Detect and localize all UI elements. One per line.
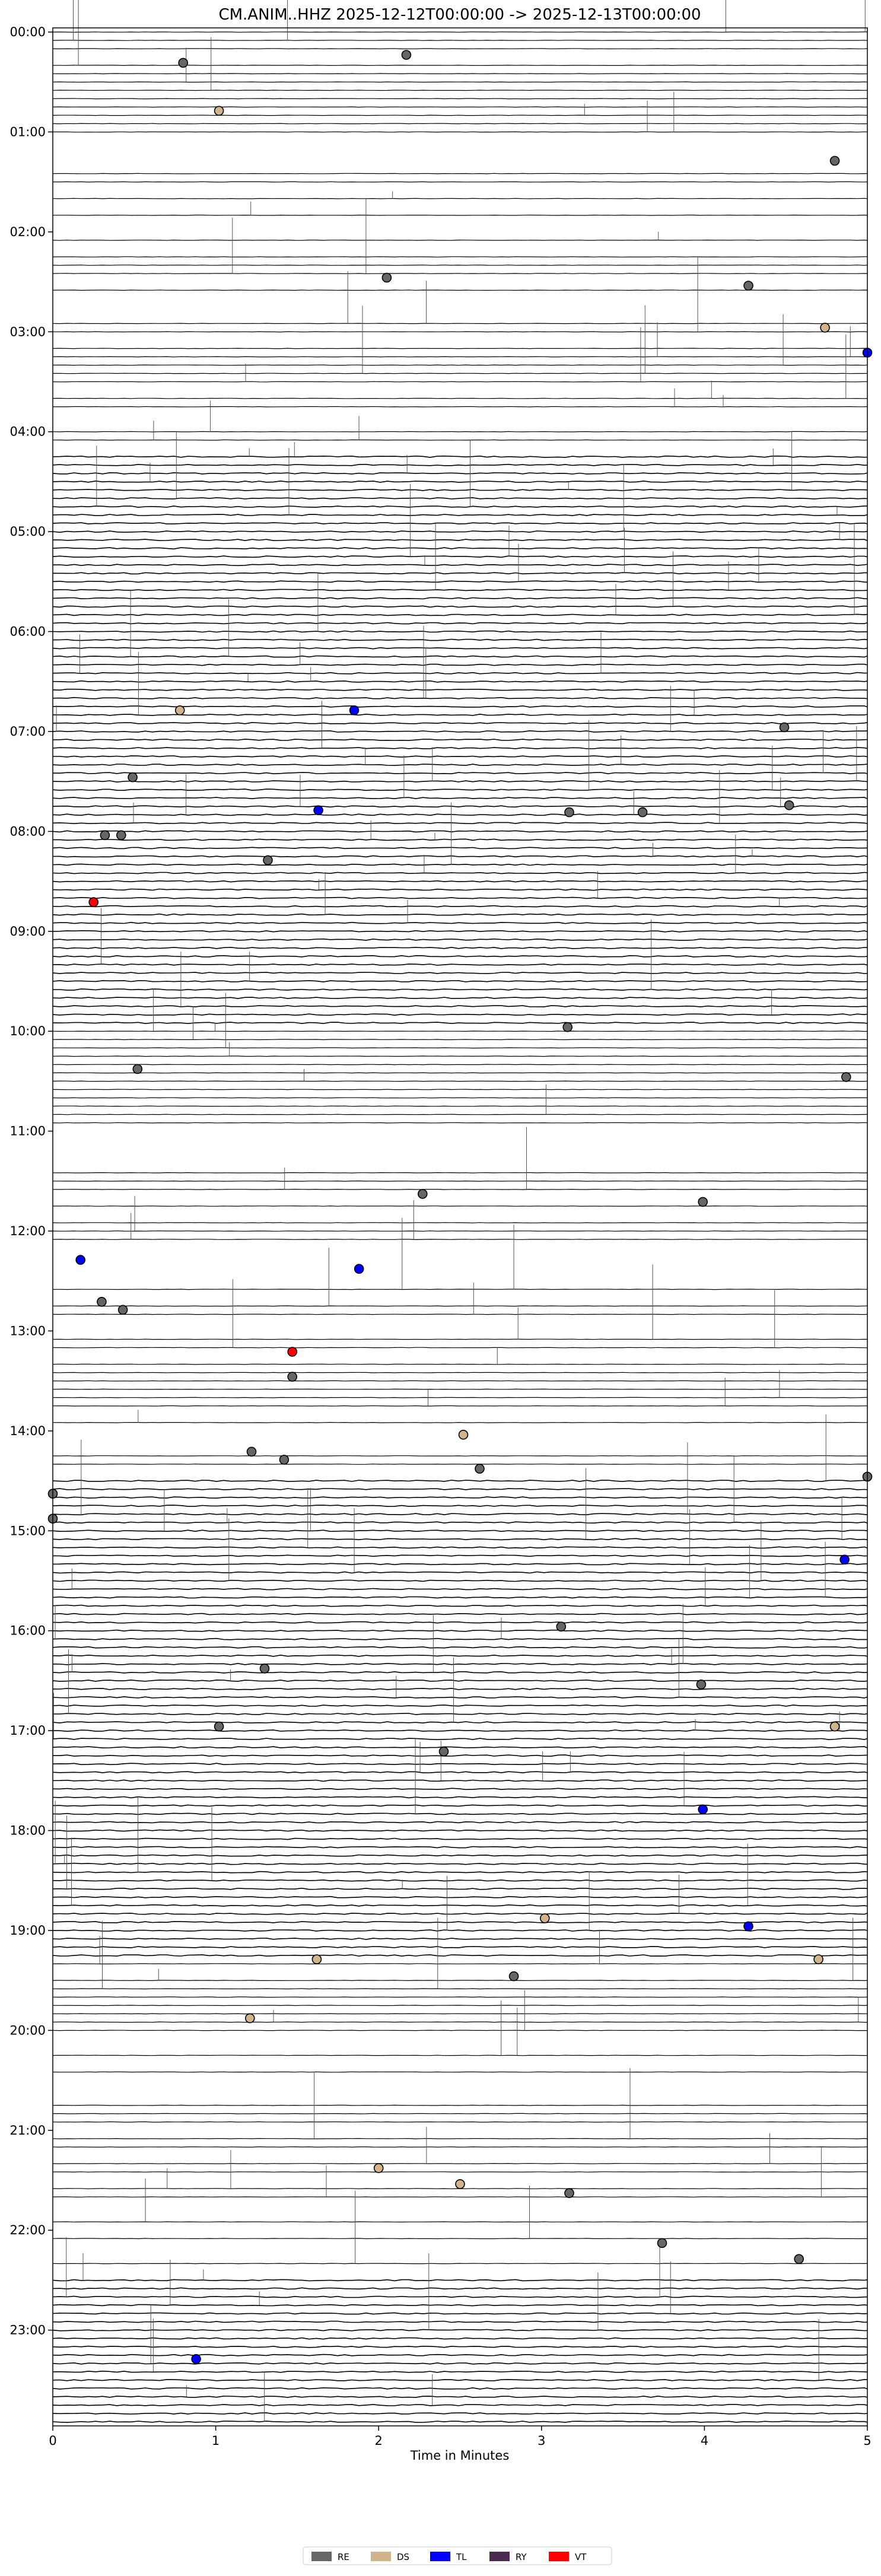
y-tick-label: 14:00 — [9, 1423, 46, 1438]
event-marker-re — [288, 1372, 297, 1381]
legend-swatch-ry — [489, 2552, 510, 2561]
trace-row — [53, 1314, 867, 1315]
y-tick-label: 08:00 — [9, 824, 46, 839]
y-tick-label: 19:00 — [9, 1923, 46, 1938]
x-tick-label: 2 — [374, 2434, 383, 2448]
y-tick-label: 01:00 — [9, 125, 46, 139]
y-tick-label: 03:00 — [9, 325, 46, 339]
x-tick-label: 3 — [537, 2434, 546, 2448]
trace-row — [53, 1347, 867, 1348]
y-tick-label: 13:00 — [9, 1324, 46, 1338]
trace-row — [53, 198, 867, 199]
event-marker-re — [263, 856, 272, 864]
legend-swatch-ds — [371, 2552, 391, 2561]
y-tick-label: 21:00 — [9, 2123, 46, 2138]
trace-row — [53, 2172, 867, 2173]
trace-row — [53, 2113, 867, 2114]
event-marker-re — [418, 1190, 427, 1198]
y-tick-label: 06:00 — [9, 624, 46, 639]
event-marker-re — [117, 831, 126, 839]
event-marker-re — [133, 1064, 142, 1073]
event-marker-ds — [831, 1722, 839, 1731]
trace-row — [53, 406, 867, 407]
event-marker-re — [556, 1622, 565, 1631]
trace-row — [53, 1289, 867, 1290]
event-marker-tl — [355, 1264, 364, 1273]
event-marker-ds — [456, 2180, 465, 2189]
trace-row — [53, 1031, 867, 1032]
event-marker-ds — [820, 323, 829, 332]
y-tick-label: 12:00 — [9, 1224, 46, 1238]
event-marker-tl — [76, 1255, 85, 1264]
event-marker-re — [638, 808, 647, 817]
legend — [303, 2547, 612, 2565]
trace-row — [53, 381, 867, 382]
event-marker-ds — [540, 1914, 549, 1923]
trace-row — [53, 273, 867, 274]
trace-row — [53, 2238, 867, 2239]
event-marker-ds — [246, 2014, 255, 2022]
event-marker-tl — [744, 1922, 753, 1931]
event-marker-tl — [314, 806, 323, 815]
event-marker-ds — [312, 1955, 321, 1964]
event-marker-re — [128, 773, 137, 782]
trace-row — [53, 1114, 867, 1115]
y-tick-label: 20:00 — [9, 2023, 46, 2038]
legend-swatch-re — [311, 2552, 332, 2561]
event-marker-re — [563, 1023, 572, 1032]
chart-title: CM.ANIM..HHZ 2025-12-12T00:00:00 -> 2025-12-13T00:00:00 — [218, 6, 701, 24]
trace-row — [53, 123, 867, 124]
event-marker-ds — [814, 1955, 823, 1964]
trace-row — [53, 1997, 867, 1998]
event-marker-re — [744, 281, 753, 290]
event-marker-re — [215, 1722, 224, 1731]
event-marker-re — [785, 801, 794, 810]
event-marker-re — [119, 1305, 128, 1314]
trace-row — [53, 2105, 867, 2106]
legend-label-re: RE — [338, 2552, 349, 2562]
trace-row — [53, 1980, 867, 1981]
y-tick-label: 09:00 — [9, 924, 46, 939]
y-tick-label: 04:00 — [9, 424, 46, 439]
legend-swatch-vt — [549, 2552, 569, 2561]
legend-label-ds: DS — [397, 2552, 410, 2562]
trace-row — [53, 40, 867, 41]
event-marker-tl — [350, 706, 359, 715]
trace-row — [53, 173, 867, 174]
trace-row — [53, 1064, 867, 1065]
event-marker-ds — [176, 706, 185, 715]
x-tick-label: 4 — [700, 2434, 709, 2448]
trace-row — [53, 1081, 867, 1082]
trace-row — [53, 290, 867, 291]
legend-label-ry: RY — [516, 2552, 527, 2562]
event-marker-tl — [698, 1805, 707, 1814]
event-marker-re — [780, 723, 789, 732]
trace-row — [53, 1397, 867, 1398]
y-tick-label: 15:00 — [9, 1524, 46, 1538]
trace-row — [53, 348, 867, 349]
event-marker-re — [842, 1073, 851, 1082]
trace-row — [53, 90, 867, 91]
legend-label-vt: VT — [575, 2552, 587, 2562]
event-marker-vt — [89, 898, 98, 907]
x-tick-label: 5 — [863, 2434, 872, 2448]
event-marker-tl — [192, 2355, 201, 2364]
legend-label-tl: TL — [456, 2552, 467, 2562]
y-tick-label: 07:00 — [9, 724, 46, 739]
event-marker-ds — [374, 2164, 383, 2173]
trace-row — [53, 115, 867, 116]
trace-row — [53, 65, 867, 66]
event-marker-ds — [459, 1430, 468, 1439]
x-axis-label: Time in Minutes — [410, 2448, 510, 2463]
trace-row — [53, 373, 867, 374]
event-marker-re — [510, 1972, 519, 1981]
y-tick-label: 17:00 — [9, 1723, 46, 1738]
x-tick-label: 1 — [211, 2434, 220, 2448]
event-marker-re — [696, 1680, 705, 1689]
event-marker-re — [565, 2189, 574, 2197]
y-tick-label: 02:00 — [9, 224, 46, 239]
event-marker-re — [100, 831, 109, 839]
trace-row — [53, 1364, 867, 1365]
event-marker-re — [565, 808, 574, 817]
trace-row — [53, 1181, 867, 1182]
trace-row — [53, 1239, 867, 1240]
trace-row — [53, 2263, 867, 2264]
event-marker-re — [260, 1664, 269, 1673]
trace-row — [53, 240, 867, 241]
event-marker-re — [475, 1464, 484, 1473]
trace-row — [53, 1089, 867, 1090]
event-marker-re — [382, 273, 391, 282]
event-marker-vt — [288, 1347, 297, 1356]
event-marker-re — [794, 2254, 803, 2263]
event-marker-re — [97, 1297, 106, 1306]
event-marker-tl — [840, 1555, 849, 1564]
trace-row — [53, 98, 867, 99]
event-marker-re — [831, 157, 839, 166]
trace-row — [53, 215, 867, 216]
event-marker-re — [440, 1747, 449, 1756]
y-tick-label: 23:00 — [9, 2323, 46, 2338]
trace-row — [53, 1231, 867, 1232]
trace-row — [53, 2005, 867, 2006]
y-tick-label: 18:00 — [9, 1823, 46, 1838]
trace-row — [53, 32, 867, 33]
trace-row — [53, 1339, 867, 1340]
trace-row — [53, 1206, 867, 1207]
trace-row — [53, 2147, 867, 2148]
event-marker-ds — [215, 106, 224, 115]
trace-row — [53, 431, 867, 432]
trace-row — [53, 1039, 867, 1040]
y-tick-label: 22:00 — [9, 2223, 46, 2238]
trace-row — [53, 323, 867, 324]
y-tick-label: 11:00 — [9, 1124, 46, 1138]
y-tick-label: 00:00 — [9, 25, 46, 39]
event-marker-re — [698, 1197, 707, 1206]
trace-row — [53, 398, 867, 399]
event-marker-re — [279, 1455, 288, 1464]
event-marker-re — [658, 2238, 667, 2247]
trace-row — [53, 1372, 867, 1373]
x-tick-label: 0 — [49, 2434, 57, 2448]
trace-row — [53, 1056, 867, 1057]
trace-row — [53, 2030, 867, 2031]
trace-row — [53, 1464, 867, 1465]
legend-swatch-tl — [430, 2552, 450, 2561]
event-marker-re — [179, 58, 187, 67]
trace-row — [53, 2055, 867, 2056]
y-tick-label: 10:00 — [9, 1024, 46, 1039]
y-tick-label: 05:00 — [9, 524, 46, 539]
y-tick-label: 16:00 — [9, 1623, 46, 1638]
trace-row — [53, 1122, 867, 1123]
trace-row — [53, 265, 867, 266]
trace-row — [53, 1406, 867, 1407]
event-marker-re — [247, 1447, 256, 1456]
event-marker-re — [402, 50, 411, 59]
